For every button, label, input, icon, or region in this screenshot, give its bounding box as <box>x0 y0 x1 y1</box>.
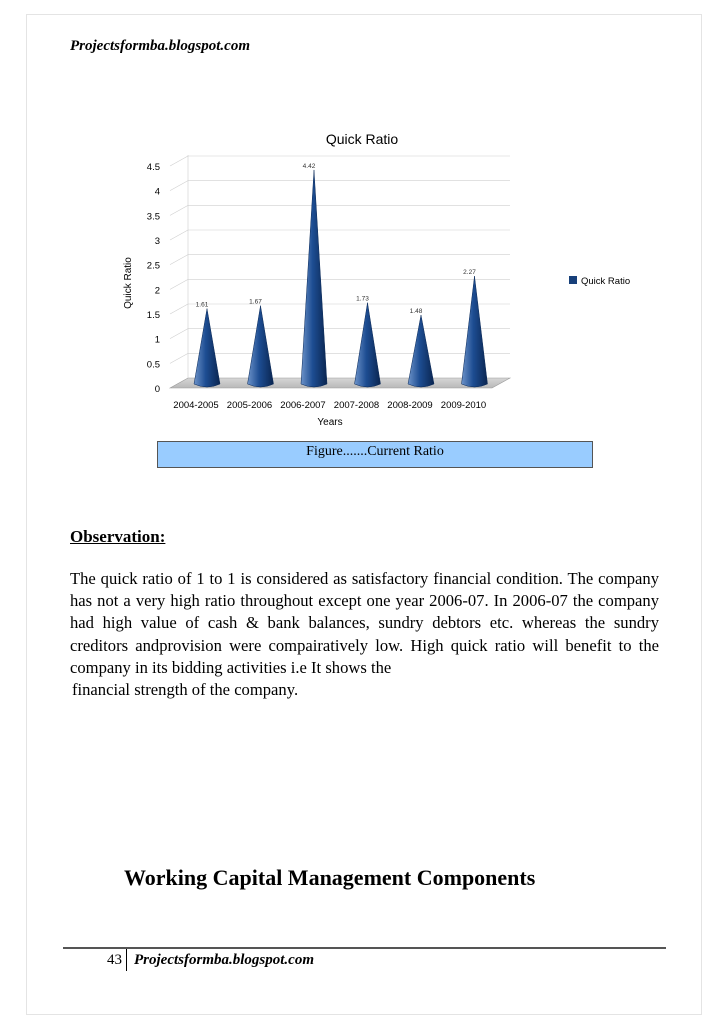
bar-2008-2009 <box>408 315 434 387</box>
bar-2005-2006 <box>248 306 274 387</box>
x-axis-label: Years <box>317 417 343 428</box>
data-label: 4.42 <box>302 162 316 170</box>
bar-2004-2005 <box>194 309 220 387</box>
gridline-diagonal <box>170 255 188 265</box>
y-tick-label: 0 <box>154 384 160 395</box>
y-tick-label: 2.5 <box>146 260 160 272</box>
y-tick-label: 2 <box>154 285 160 297</box>
y-tick-label: 4.5 <box>146 162 160 173</box>
section-heading: Working Capital Management Components <box>124 865 536 890</box>
footer-rule <box>63 947 666 949</box>
y-tick-label: 3 <box>154 236 160 247</box>
x-tick-label: 2007-2008 <box>333 400 380 411</box>
chart-title: Quick Ratio <box>325 131 399 147</box>
gridline-diagonal <box>170 329 188 339</box>
bar-2007-2008 <box>355 303 381 387</box>
chart-floor <box>170 378 510 388</box>
footer-separator <box>126 949 127 971</box>
header-site: Projectsformba.blogspot.com <box>70 38 250 54</box>
data-label: 2.27 <box>463 269 476 277</box>
gridline-diagonal <box>170 279 188 289</box>
gridline-diagonal <box>170 353 188 363</box>
data-label: 1.48 <box>409 307 423 315</box>
y-axis-label: Quick Ratio <box>123 257 134 309</box>
bar-2006-2007 <box>301 170 327 387</box>
gridline-diagonal <box>170 304 188 314</box>
observation-heading: Observation: <box>70 527 166 546</box>
figure-caption: Figure.......Current Ratio <box>157 441 593 468</box>
data-label: 1.67 <box>249 298 262 306</box>
y-tick-label: 1 <box>154 334 160 346</box>
data-label: 1.61 <box>195 301 209 309</box>
observation-last-line: financial strength of the company. <box>72 680 299 700</box>
y-tick-label: 4 <box>154 186 160 198</box>
gridline-diagonal <box>170 205 188 215</box>
gridline-diagonal <box>170 156 188 166</box>
x-tick-label: 2006-2007 <box>280 400 326 411</box>
y-tick-label: 0.5 <box>146 359 160 371</box>
quick-ratio-chart <box>0 0 728 440</box>
x-tick-label: 2008-2009 <box>387 400 433 411</box>
bar-2009-2010 <box>462 276 488 387</box>
legend-label: Quick Ratio <box>581 276 631 287</box>
y-tick-label: 1.5 <box>146 310 160 321</box>
x-tick-label: 2004-2005 <box>173 400 219 411</box>
y-tick-label: 3.5 <box>146 211 160 223</box>
gridline-diagonal <box>170 181 188 191</box>
footer-site: Projectsformba.blogspot.com <box>134 952 314 968</box>
x-tick-label: 2005-2006 <box>226 400 273 411</box>
data-label: 1.73 <box>356 295 369 303</box>
observation-body <box>70 568 659 701</box>
gridline-diagonal <box>170 230 188 240</box>
footer-page-number: 43 <box>107 952 122 968</box>
legend-swatch <box>569 276 577 284</box>
x-tick-label: 2009-2010 <box>440 400 487 411</box>
observation-paragraph: The quick ratio of 1 to 1 is considered as satisfactory financial condition. The company has not a very high ratio throughout except one year 2006-07. In 2006-07 the company had high value of cash & bank balances, sundry debtors etc. whereas the sundry creditors andprovision were compairatively low. High quick ratio will benefit to the company in its bidding activities i.e It shows the <box>70 569 659 677</box>
